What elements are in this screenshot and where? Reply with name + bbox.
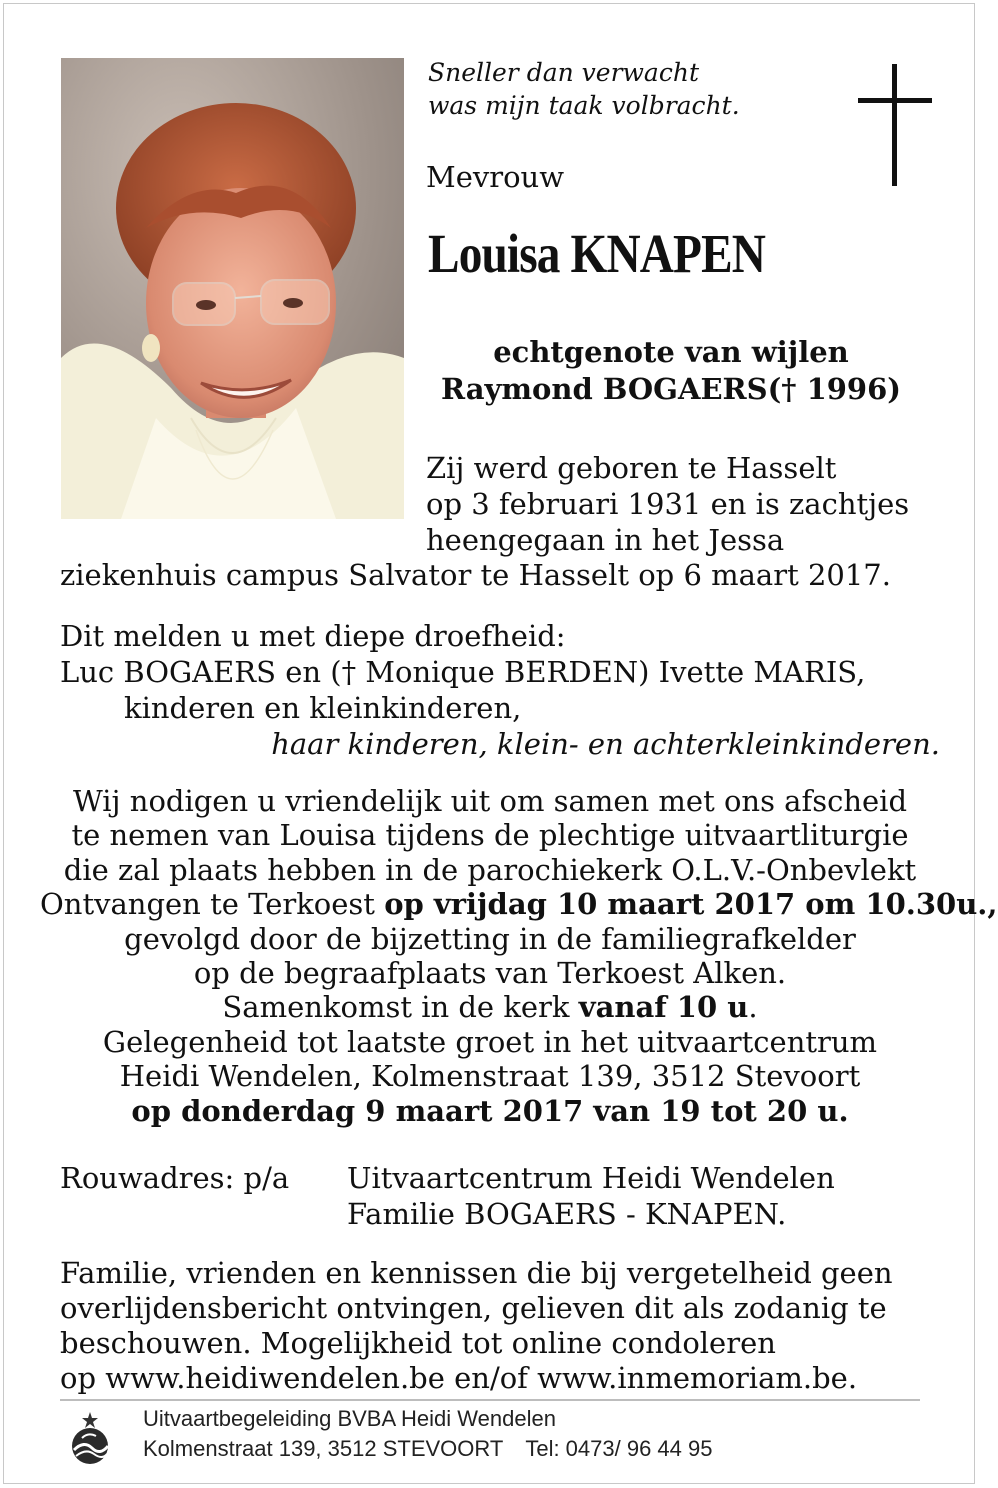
footer-company: Uitvaartbegeleiding BVBA Heidi Wendelen: [143, 1406, 556, 1431]
footer-contact: [143, 1434, 712, 1464]
ceremony-punct: .: [748, 990, 758, 1025]
verse: [428, 56, 740, 122]
announce-line: Dit melden u met diepe droefheid:: [60, 619, 566, 653]
visitation-date: op donderdag 9 maart 2017 van 19 tot 20 u.: [131, 1093, 849, 1128]
deceased-name: Louisa KNAPEN: [428, 223, 766, 284]
mourning-address: [347, 1160, 835, 1232]
birth-death-info: [426, 450, 909, 558]
ceremony-line: [40, 887, 998, 922]
ceremony-line: Heidi Wendelen, Kolmenstraat 139, 3512 Stevoort: [119, 1059, 861, 1094]
ceremony-line: Wij nodigen u vriendelijk uit om samen met ons afscheid: [72, 784, 908, 818]
announcement: [60, 618, 940, 762]
gathering-time: vanaf 10 u: [578, 990, 749, 1025]
cross-icon: [858, 64, 932, 186]
honorific: Mevrouw: [426, 160, 565, 194]
portrait-illustration: [61, 58, 404, 519]
funeral-home-logo-icon: [68, 1410, 112, 1466]
closing-note: [60, 1256, 940, 1396]
ceremony-line: Gelegenheid tot laatste groet in het uitvaartcentrum: [102, 1024, 878, 1059]
ceremony-line: te nemen van Louisa tijdens de plechtige uitvaartliturgie: [71, 818, 909, 853]
address-line: Uitvaartcentrum Heidi Wendelen: [347, 1161, 835, 1195]
verse-line: was mijn taak volbracht.: [428, 91, 740, 120]
closing-line: Familie, vrienden en kennissen die bij vergetelheid geen: [60, 1256, 893, 1290]
spouse-line: echtgenote van wijlen: [493, 335, 849, 369]
birth-death-info-wide: [60, 558, 891, 592]
born-line: Zij werd geboren te Hasselt: [426, 451, 837, 485]
born-line: ziekenhuis campus Salvator te Hasselt op 6 maart 2017.: [60, 558, 891, 592]
footer-divider: [60, 1399, 920, 1401]
verse-line: Sneller dan verwacht: [428, 58, 699, 87]
born-line: op 3 februari 1931 en is zachtjes: [426, 487, 910, 521]
ceremony-line: [40, 990, 940, 1024]
ceremony-text: Ontvangen te Terkoest: [40, 887, 385, 922]
announce-line: kinderen en kleinkinderen,: [124, 691, 522, 725]
mourning-address-label: Rouwadres: p/a: [60, 1161, 290, 1195]
closing-line: beschouwen. Mogelijkheid tot online condoleren: [60, 1326, 776, 1360]
ceremony-line: die zal plaats hebben in de parochiekerk O.L.V.-Onbevlekt: [63, 852, 917, 887]
portrait-photo: [61, 58, 404, 519]
announce-line: haar kinderen, klein- en achterkleinkinderen.: [271, 727, 940, 761]
ceremony-line: op de begraafplaats van Terkoest Alken.: [193, 956, 787, 991]
announce-line: Luc BOGAERS en († Monique BERDEN) Ivette MARIS,: [60, 655, 866, 689]
ceremony-line: gevolgd door de bijzetting in de familiegrafkelder: [124, 921, 856, 956]
ceremony-text: Samenkomst in de kerk: [222, 990, 579, 1025]
ceremony-date: op vrijdag 10 maart 2017 om 10.30u.: [384, 887, 988, 922]
spouse-line: Raymond BOGAERS(† 1996): [440, 372, 902, 406]
footer-phone: Tel: 0473/ 96 44 95: [525, 1436, 713, 1461]
closing-line: overlijdensbericht ontvingen, gelieven dit als zodanig te: [60, 1291, 887, 1325]
spouse-info: [428, 334, 914, 408]
born-line: heengegaan in het Jessa: [426, 523, 785, 557]
address-line: Familie BOGAERS - KNAPEN.: [347, 1197, 787, 1231]
ceremony-details: [40, 784, 998, 1128]
footer-address: Kolmenstraat 139, 3512 STEVOORT: [143, 1436, 504, 1461]
funeral-home-footer: [143, 1404, 712, 1464]
ceremony-punct: ,: [987, 887, 998, 922]
closing-line: op www.heidiwendelen.be en/of www.inmemoriam.be.: [60, 1361, 858, 1395]
